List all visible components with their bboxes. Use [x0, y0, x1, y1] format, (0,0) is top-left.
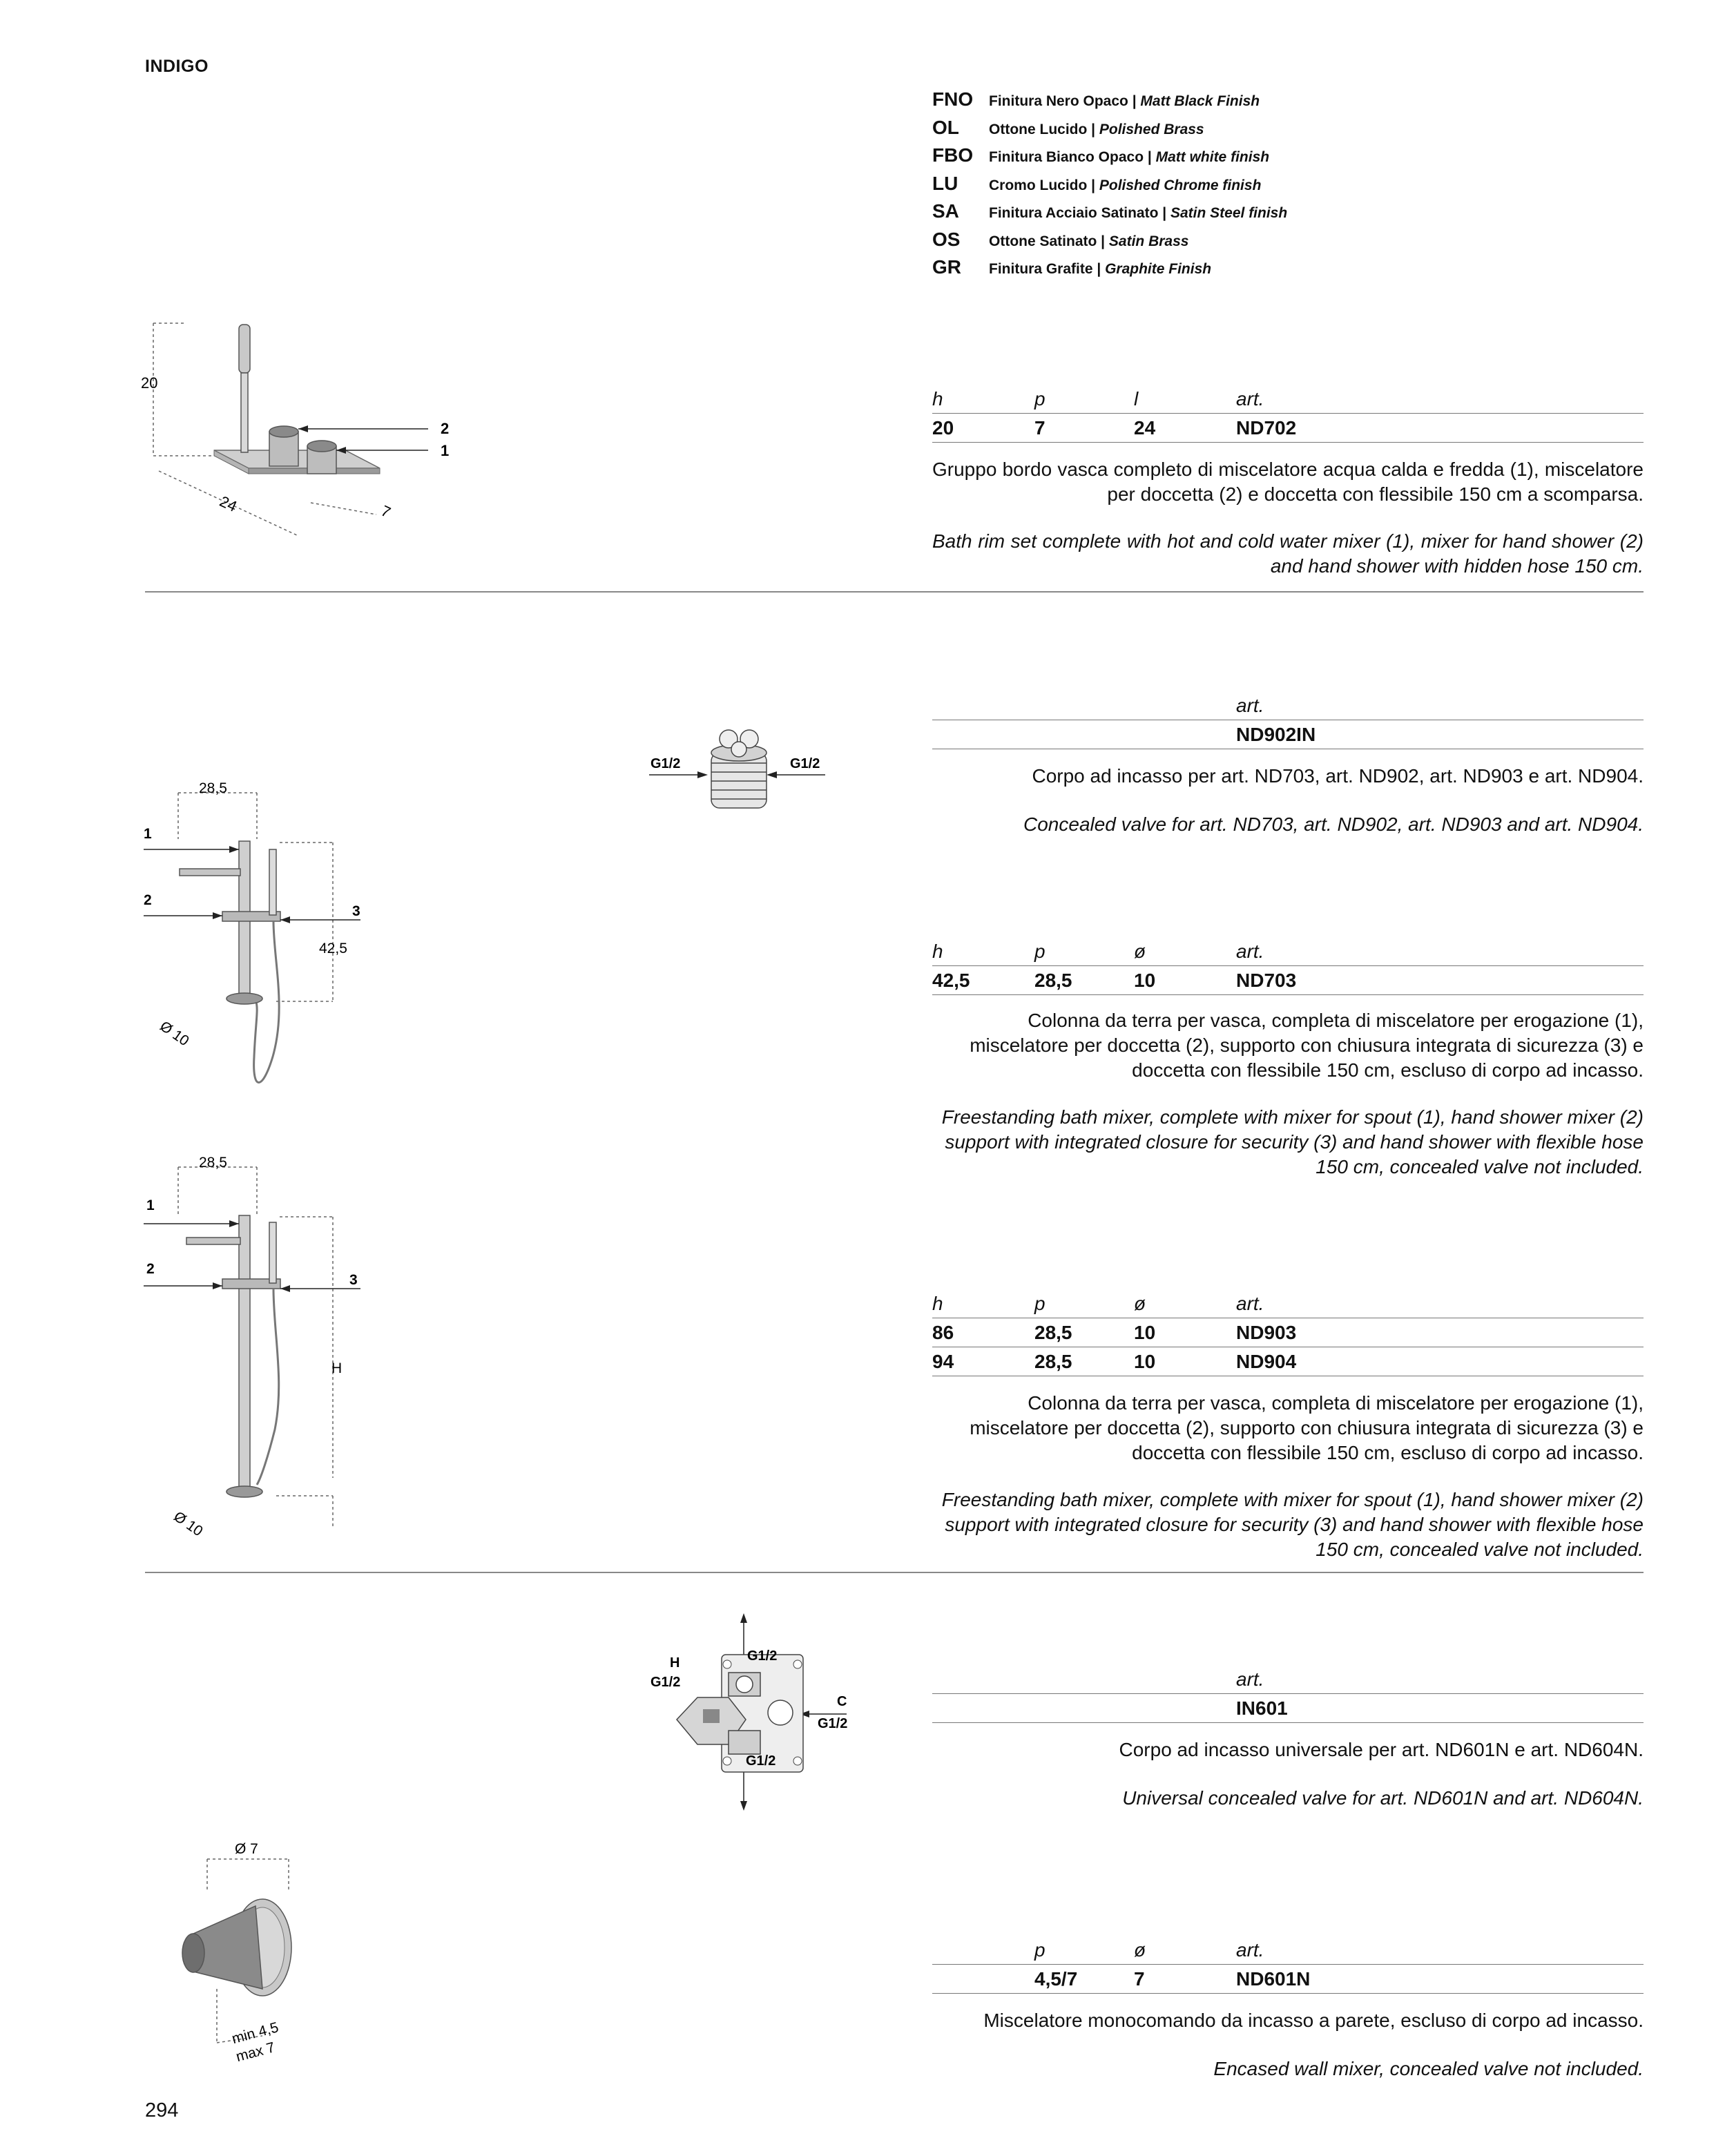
nd902in-header-art: art. — [1236, 695, 1264, 716]
section-separator — [145, 1572, 1644, 1573]
divider — [932, 413, 1644, 414]
nd903-header-p: p — [1034, 1293, 1045, 1314]
nd702-header-h: h — [932, 388, 943, 410]
nd903-description-it: Colonna da terra per vasca, completa di miscelatore per erogazione (1), miscelatore per doccetta (2), supporto con chiusura integrata di sicurezza (3) e doccetta con flessibile 150 cm, escluso di corpo ad incasso. — [970, 1392, 1644, 1463]
finish-code: FBO — [932, 144, 974, 166]
nd902in-value-art: ND902IN — [1236, 724, 1316, 745]
nd903-table-header — [932, 1290, 1644, 1318]
finish-row — [932, 88, 1554, 110]
finish-row — [932, 256, 1554, 278]
nd902in-description-en: Concealed valve for art. ND703, art. ND902, art. ND903 and art. ND904. — [1023, 814, 1644, 835]
finish-row — [932, 144, 1554, 166]
nd702-value-l: 24 — [1134, 417, 1156, 439]
in601-table-row — [932, 1695, 1644, 1722]
nd903-row1-diam: 10 — [1134, 1322, 1156, 1343]
nd703-marker-2: 2 — [144, 892, 152, 908]
finish-name-it: Finitura Acciaio Satinato — [989, 205, 1159, 221]
nd601n-value-p: 4,5/7 — [1034, 1968, 1078, 1990]
nd702-marker-1: 1 — [441, 442, 450, 459]
finish-code: OL — [932, 116, 959, 138]
nd703-description-it: Colonna da terra per vasca, completa di miscelatore per erogazione (1), miscelatore per doccetta (2), supporto con chiusura integrata di sicurezza (3) e doccetta con flessibile 150 cm, escluso di corpo ad incasso. — [970, 1010, 1644, 1081]
in601-drawing — [642, 1609, 863, 1816]
nd902in-description-it: Corpo ad incasso per art. ND703, art. ND902, art. ND903 e art. ND904. — [1032, 765, 1644, 787]
nd703-table-row — [932, 967, 1644, 994]
nd903-marker-3: 3 — [349, 1272, 358, 1288]
nd703-dim-diam: Ø 10 — [157, 1018, 192, 1050]
finish-code: FNO — [932, 88, 974, 110]
nd903-table-row — [932, 1319, 1644, 1347]
nd703-table-header — [932, 938, 1644, 965]
finish-row — [932, 200, 1554, 222]
page-number: 294 — [145, 2099, 179, 2121]
finish-separator: | — [1087, 177, 1099, 193]
in601-header-art: art. — [1236, 1668, 1264, 1690]
finish-description — [989, 177, 1261, 194]
nd601n-dim-min: min 4,5 — [230, 2019, 280, 2048]
nd903-dim-height: H — [331, 1360, 343, 1376]
finish-description — [989, 93, 1260, 110]
nd703-header-p: p — [1034, 941, 1045, 962]
finish-code: GR — [932, 256, 961, 278]
nd702-header-art: art. — [1236, 388, 1264, 410]
nd903-marker-1: 1 — [146, 1197, 155, 1213]
finish-name-it: Ottone Lucido — [989, 121, 1088, 137]
divider — [932, 1722, 1644, 1723]
in601-label-c: C — [837, 1694, 847, 1709]
brand-title: INDIGO — [145, 57, 209, 76]
nd904-row2-h: 94 — [932, 1351, 954, 1372]
finish-separator: | — [1087, 121, 1099, 137]
finish-name-it: Cromo Lucido — [989, 177, 1088, 193]
nd702-header-p: p — [1034, 388, 1045, 410]
finish-separator: | — [1144, 149, 1156, 165]
finish-name-it: Ottone Satinato — [989, 233, 1097, 249]
nd601n-value-art: ND601N — [1236, 1968, 1311, 1990]
nd703-drawing — [138, 780, 387, 1098]
finish-separator: | — [1097, 233, 1109, 249]
finish-name-en: Polished Brass — [1099, 121, 1204, 137]
nd903-dim-diam: Ø 10 — [171, 1508, 206, 1540]
nd601n-description-en: Encased wall mixer, concealed valve not included. — [1213, 2058, 1644, 2079]
nd702-dim-l: 24 — [217, 492, 240, 516]
nd904-row2-p: 28,5 — [1034, 1351, 1072, 1372]
in601-table-header — [932, 1666, 1644, 1693]
in601-label-right: G1/2 — [818, 1716, 848, 1731]
nd903-row1-art: ND903 — [1236, 1322, 1297, 1343]
finish-row — [932, 117, 1554, 139]
finish-description — [989, 149, 1269, 166]
nd903-header-h: h — [932, 1293, 943, 1314]
finish-separator: | — [1158, 205, 1170, 221]
nd702-value-art: ND702 — [1236, 417, 1297, 439]
nd903-drawing — [138, 1153, 387, 1554]
nd902in-conn-right: G1/2 — [790, 756, 820, 771]
nd601n-value-diam: 7 — [1134, 1968, 1145, 1990]
finish-name-en: Satin Brass — [1108, 233, 1189, 249]
nd902in-table-header — [932, 692, 1644, 720]
nd902in-drawing — [642, 711, 836, 829]
finish-description — [989, 261, 1211, 278]
nd601n-header-art: art. — [1236, 1939, 1264, 1961]
nd902in-conn-left: G1/2 — [651, 756, 681, 771]
finish-description — [989, 205, 1287, 222]
nd601n-header-p: p — [1034, 1939, 1045, 1961]
nd703-dim-height: 42,5 — [319, 941, 347, 956]
nd601n-description-it: Miscelatore monocomando da incasso a parete, escluso di corpo ad incasso. — [983, 2010, 1644, 2031]
nd903-description-en: Freestanding bath mixer, complete with mixer for spout (1), hand shower mixer (2) support with integrated closure for security (3) and hand shower with flexible hose 150 cm, concealed valve not included. — [941, 1489, 1644, 1560]
nd703-dim-width: 28,5 — [199, 780, 227, 796]
nd702-marker-2: 2 — [441, 420, 450, 437]
divider — [932, 1993, 1644, 1994]
nd601n-header-diam: ø — [1134, 1939, 1146, 1961]
nd601n-dim-diam: Ø 7 — [235, 1841, 258, 1857]
nd903-row1-h: 86 — [932, 1322, 954, 1343]
finish-code: OS — [932, 228, 961, 250]
nd703-marker-3: 3 — [352, 903, 360, 919]
in601-description-en: Universal concealed valve for art. ND601N and art. ND604N. — [1122, 1787, 1644, 1809]
finish-row — [932, 229, 1554, 251]
nd702-table-row — [932, 414, 1644, 442]
divider — [932, 442, 1644, 443]
nd702-dim-h: 20 — [141, 374, 158, 392]
in601-value-art: IN601 — [1236, 1697, 1288, 1719]
nd903-dim-width: 28,5 — [199, 1155, 227, 1171]
divider — [932, 1693, 1644, 1694]
in601-label-top: G1/2 — [747, 1648, 778, 1664]
nd702-description-it: Gruppo bordo vasca completo di miscelatore acqua calda e fredda (1), miscelatore per doccetta (2) e doccetta con flessibile 150 cm a scomparsa. — [932, 459, 1644, 505]
nd703-value-art: ND703 — [1236, 970, 1297, 991]
finish-description — [989, 122, 1204, 138]
nd703-value-p: 28,5 — [1034, 970, 1072, 991]
nd703-value-diam: 10 — [1134, 970, 1156, 991]
nd702-table-header — [932, 385, 1644, 413]
nd903-header-art: art. — [1236, 1293, 1264, 1314]
in601-label-h: H — [670, 1655, 680, 1671]
nd703-header-h: h — [932, 941, 943, 962]
finish-name-en: Matt white finish — [1155, 149, 1270, 165]
finish-name-it: Finitura Nero Opaco — [989, 93, 1128, 109]
finish-row — [932, 173, 1554, 195]
finish-description — [989, 233, 1188, 250]
nd703-value-h: 42,5 — [932, 970, 970, 991]
nd703-header-diam: ø — [1134, 941, 1146, 962]
nd702-value-p: 7 — [1034, 417, 1045, 439]
nd903-row1-p: 28,5 — [1034, 1322, 1072, 1343]
in601-label-bottom: G1/2 — [746, 1753, 776, 1769]
nd601n-drawing — [166, 1830, 318, 2072]
in601-label-left: G1/2 — [651, 1675, 681, 1690]
finish-name-en: Satin Steel finish — [1170, 205, 1288, 221]
nd903-marker-2: 2 — [146, 1261, 155, 1277]
nd703-header-art: art. — [1236, 941, 1264, 962]
nd903-header-diam: ø — [1134, 1293, 1146, 1314]
nd904-row2-art: ND904 — [1236, 1351, 1297, 1372]
divider — [932, 1964, 1644, 1965]
nd702-value-h: 20 — [932, 417, 954, 439]
nd902in-table-row — [932, 721, 1644, 749]
nd904-row2-diam: 10 — [1134, 1351, 1156, 1372]
section-separator — [145, 591, 1644, 593]
nd702-drawing — [138, 318, 470, 552]
finish-code: LU — [932, 172, 958, 194]
finish-separator: | — [1128, 93, 1141, 109]
nd703-description-en: Freestanding bath mixer, complete with mixer for spout (1), hand shower mixer (2) support with integrated closure for security (3) and hand shower with flexible hose 150 cm, concealed valve not included. — [941, 1106, 1644, 1177]
finish-separator: | — [1092, 261, 1106, 277]
nd904-table-row — [932, 1348, 1644, 1376]
nd702-header-l: l — [1134, 388, 1139, 410]
nd702-dim-p: 7 — [378, 501, 394, 521]
in601-description-it: Corpo ad incasso universale per art. ND601N e art. ND604N. — [1119, 1739, 1644, 1760]
nd601n-table-header — [932, 1936, 1644, 1964]
nd703-marker-1: 1 — [144, 826, 152, 842]
nd601n-table-row — [932, 1965, 1644, 1993]
divider — [932, 965, 1644, 966]
finish-name-it: Finitura Bianco Opaco — [989, 149, 1144, 165]
finish-name-en: Polished Chrome finish — [1099, 177, 1262, 193]
finish-code: SA — [932, 200, 959, 222]
divider — [932, 994, 1644, 995]
finish-name-en: Matt Black Finish — [1140, 93, 1260, 109]
finish-name-en: Graphite Finish — [1105, 261, 1212, 277]
finish-name-it: Finitura Grafite — [989, 261, 1093, 277]
nd601n-dim-max: max 7 — [234, 2039, 277, 2066]
nd702-description-en: Bath rim set complete with hot and cold water mixer (1), mixer for hand shower (2) and hand shower with hidden hose 150 cm. — [932, 530, 1644, 577]
